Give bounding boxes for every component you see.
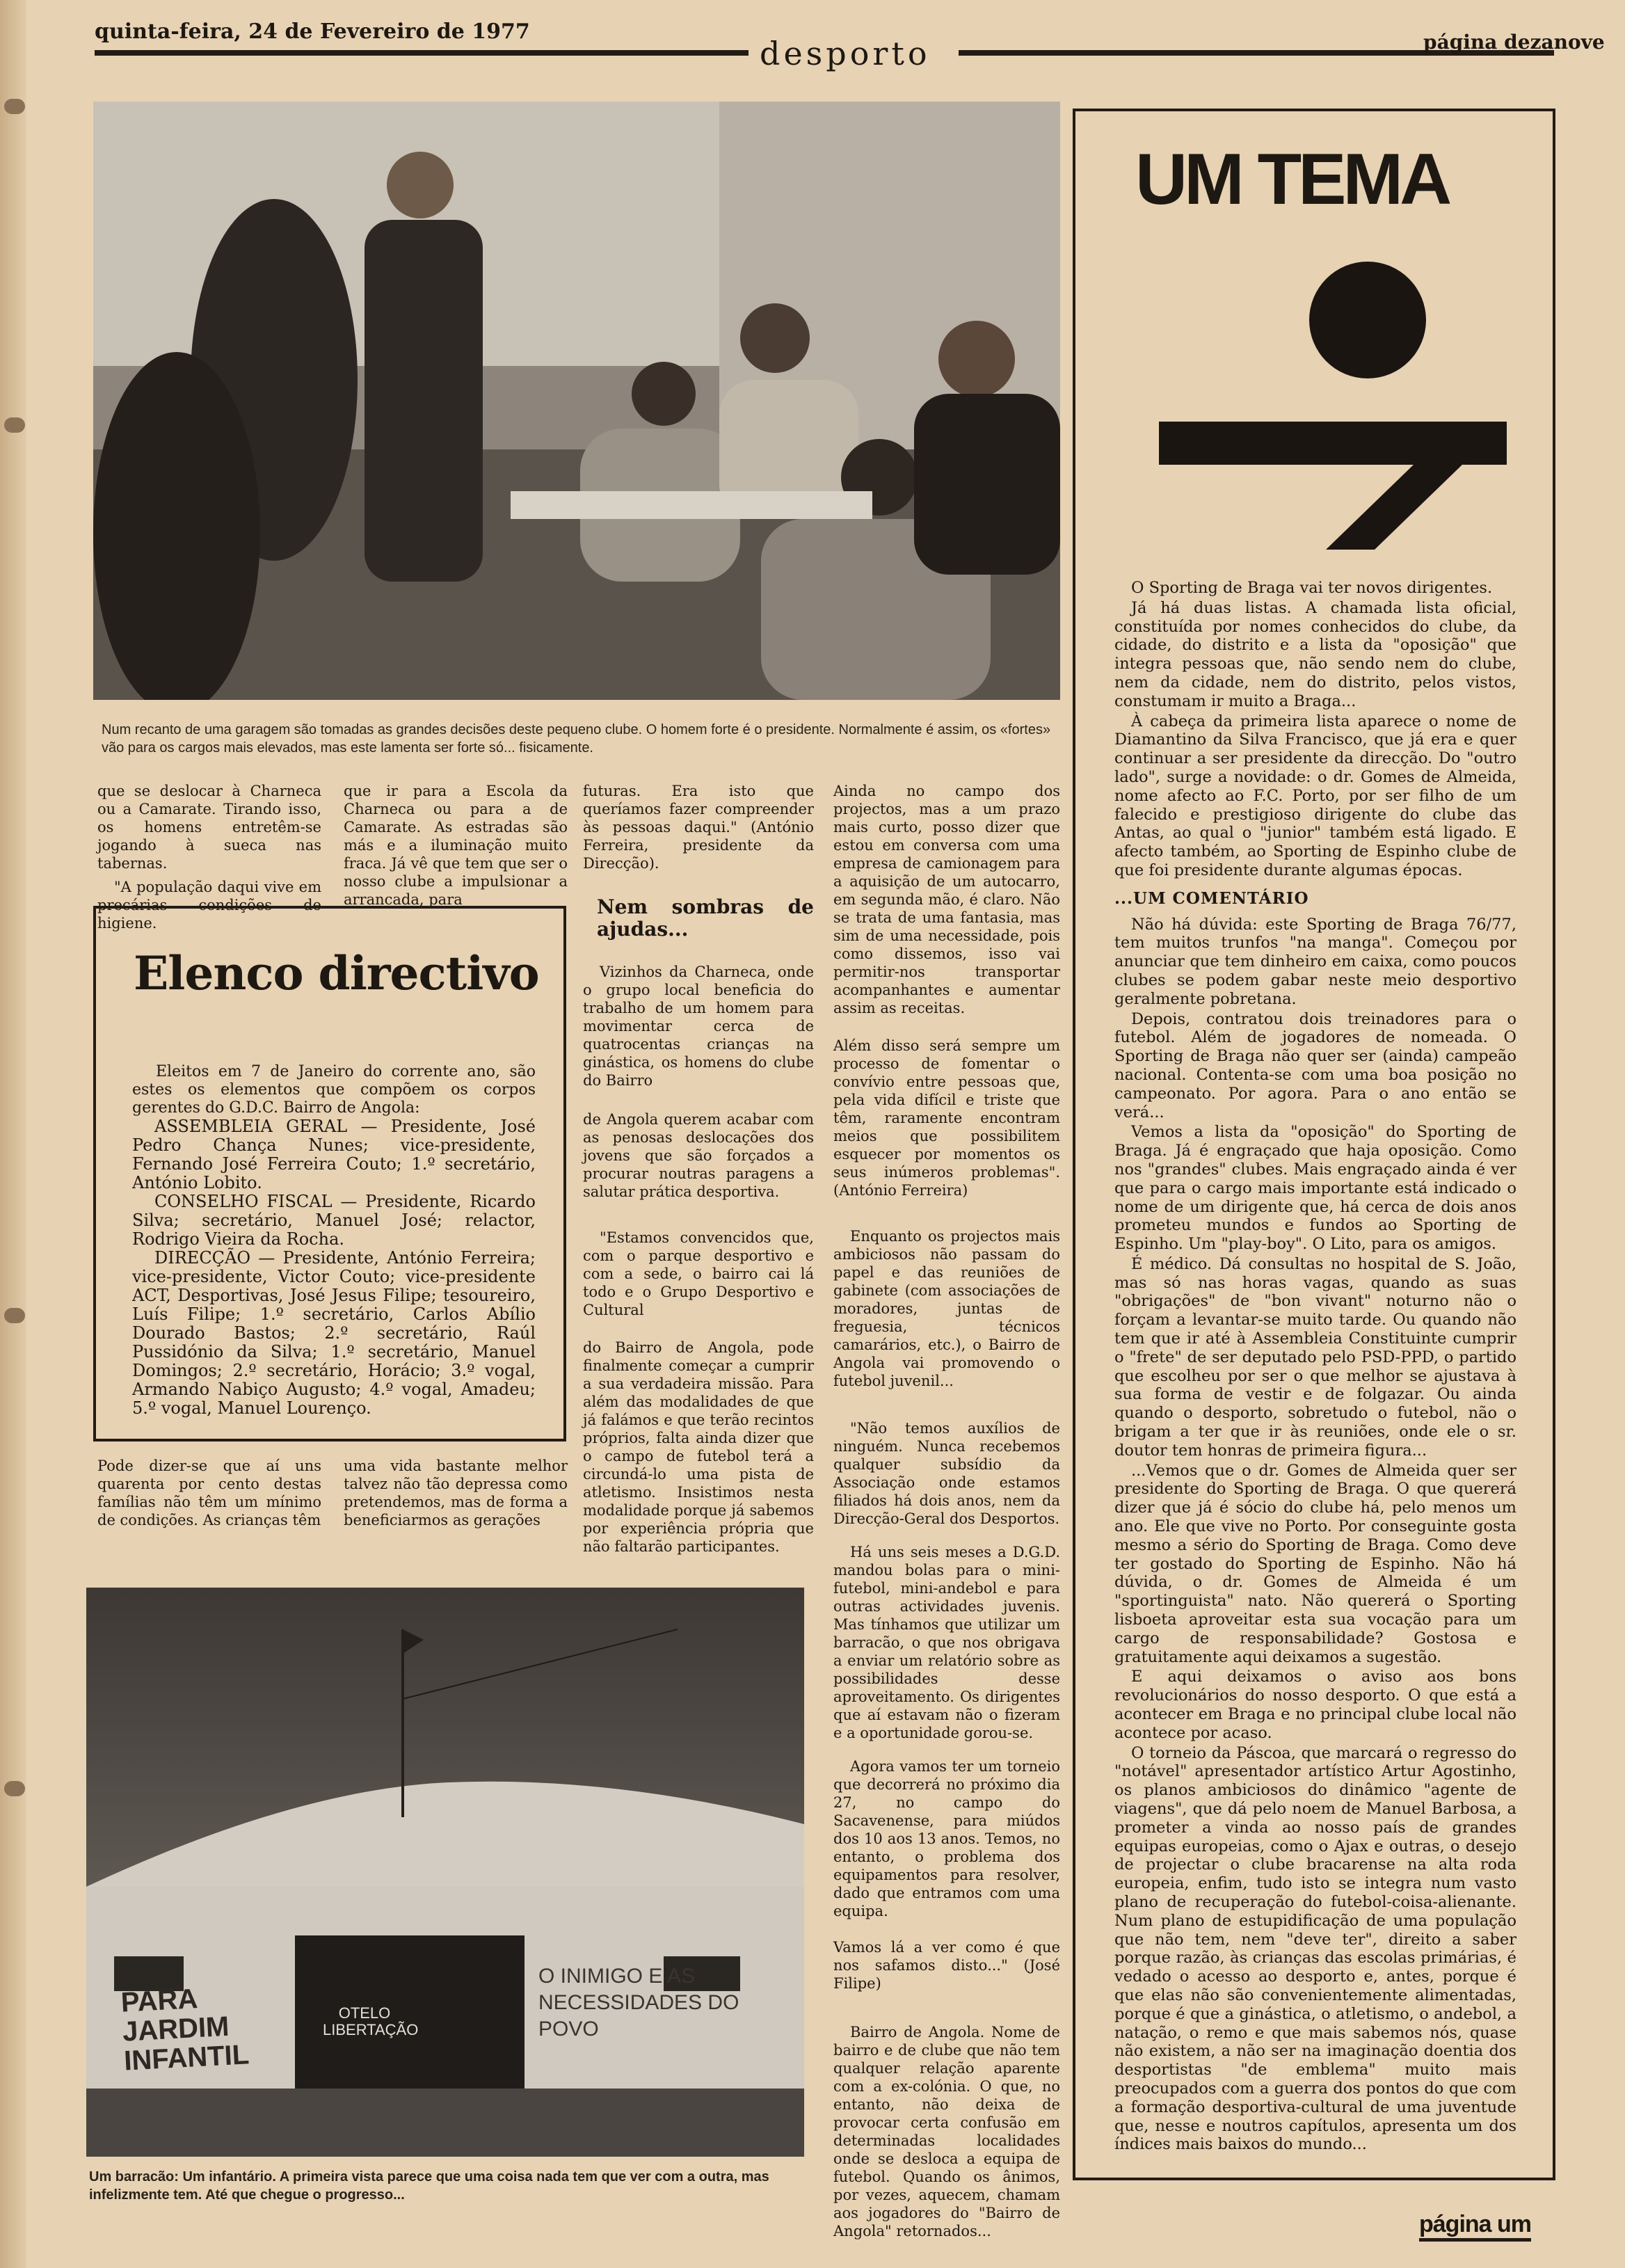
article-column-3: [583, 782, 814, 1561]
article-paragraph: Agora vamos ter um torneio que decorrerá no próximo dia 27, no campo do Sacavenense, para miúdos dos 10 aos 13 anos. Temos, no entanto, o problema dos equipamentos para resolver, dado que entramos com uma equipa.: [833, 1758, 1060, 1919]
sidebar-paragraph: É médico. Dá consultas no hospital de S. João, mas só nas horas vagas, quando as suas "obrigações" de "bon vivant" noturno não o forçam a levantar-se muito tarde. Ou quando não tem que ir até à Assembleia Constituinte cumprir o "frete" de ser deputado pelo PSD-PPD, o partido que escolheu por ser o que melhor se ajustava à sua forma de vestir e de folgazar. Ou ainda quando o desporto, sobretudo o futebol, não o brigam a ter que ir às reuniões, onde ele o sr. doutor tem honras de primeira figura...: [1114, 1254, 1516, 1460]
bottom-photo-caption: Um barracão: Um infantário. A primeira vista parece que uma coisa nada tem que ver com a outra, mas infelizmente tem. Até que chegue o progresso...: [89, 2169, 769, 2203]
sidebar-title: UM TEMA: [1135, 139, 1449, 220]
um-tema-sidebar: [1073, 109, 1555, 2180]
article-paragraph: "A população daqui vive em precárias condições de higiene.: [97, 879, 321, 932]
binding-hole: [4, 99, 25, 114]
sidebar-paragraph: O torneio da Páscoa, que marcará o regresso do "notável" apresentador artístico Artur Agostinho, os planos ambiciosos do dinâmico "agente de viagens", que dá pelo noem de Manuel Barbosa, a prometer a vinda ao nosso país de grandes equipas europeias, como o Ajax e outras, o desejo de projectar o clube bracarense na alta roda europeia, enfim, tudo isto se integra num vasto plano de recuperação do futebol-coisa-alienante. Num plano de estupidificação de uma população que não tem, nem "deve ter", direito a saber porque razão, às crianças das escolas primárias, é vedado o acesso ao desporto e, antes, porque é que elas não são convenientemente alimentadas, porque é que a ginástica, o atletismo, o andebol, a natação, o remo e que mais sabemos nós, quase não existem, a não ser na imaginação doentia dos desportistas "de emblema" muito mais preocupados com a guerra dos pontos do que com a formação desportiva-cultural de uma juventude que, nesse e noutros capítulos, apresenta um dos índices mais baixos do mundo...: [1114, 1743, 1516, 2154]
sidebar-paragraph: E aqui deixamos o aviso aos bons revolucionários do nosso desporto. O que está a acontecer em Braga e no principal clube local não acontece por acaso.: [1114, 1668, 1516, 1742]
graffiti-otelo: OTELO LIBERTAÇÃO: [323, 2004, 419, 2038]
subhead-sombras: Nem sombras de ajudas...: [597, 895, 814, 941]
elenco-direccao: DIRECÇÃO — Presidente, António Ferreira; vice-presidente, Victor Couto; vice-presidente ACT, Desportivas, José Jesus Filipe; tesoureiro, Luís Filipe; 1.º secretário, Carlos Abílio Dourado Bastos; 2.º secretário, Raúl Pussidónio da Silva; 1.º secretário, Manuel Domingos; 2.º secretário, Horácio; 3.º vogal, Armando Nabiço Augusto; 4.º vogal, Amadeu; 5.º vogal, Manuel Lourenço.: [132, 1248, 536, 1418]
article-paragraph: Enquanto os projectos mais ambiciosos não passam do papel e das reuniões de gabinete (com associações de moradores, juntas de freguesia, técnicos camarários, etc.), o Bairro de Angola vai promovendo o futebol juvenil...: [833, 1228, 1060, 1389]
sidebar-paragraph: Depois, contratou dois treinadores para o futebol. Além de jogadores de nomeada. O Sporting de Braga não quer ser (ainda) campeão nacional. Contenta-se com uma boa posição no campeonato. Por agora. Para o ano então se verá...: [1114, 1009, 1516, 1121]
sidebar-text: [1114, 579, 1516, 2155]
paper-edge: [0, 0, 26, 2268]
top-photo-caption: Num recanto de uma garagem são tomadas as grandes decisões deste pequeno clube. O homem forte é o presidente. Normalmente é assim, os «fortes» vão para os cargos mais elevados, mas este lamenta ser forte só... fisicamente.: [102, 722, 1051, 756]
graffiti-para-jardim: PARA JARDIM INFANTIL: [120, 1983, 250, 2077]
binding-hole: [4, 417, 25, 433]
elenco-assembleia: ASSEMBLEIA GERAL — Presidente, José Pedro Chança Nunes; vice-presidente, Fernando José Ferreira Couto; 1.º secretário, António Lobito.: [132, 1117, 536, 1192]
elenco-list: [132, 1117, 536, 1418]
section-title: desporto: [751, 35, 939, 72]
article-paragraph: que ir para a Escola da Charneca ou para a de Camarate. As estradas são más e a iluminação muito fraca. Já vê que tem que ser o nosso clube a impulsionar a arrancada, para: [344, 783, 568, 908]
article-paragraph: Vizinhos da Charneca, onde o grupo local beneficia do trabalho de um homem para movimentar cerca de quatrocentas crianças na ginástica, os homens do clube do Bairro: [583, 964, 814, 1089]
article-column-4: [833, 782, 1060, 2246]
header-date: quinta-feira, 24 de Fevereiro de 1977: [95, 19, 530, 44]
article-paragraph: de Angola querem acabar com as penosas deslocações dos jovens que são forçados a procurar noutras paragens a salutar prática desportiva.: [583, 1111, 814, 1200]
sidebar-paragraph: Vemos a lista da "oposição" do Sporting de Braga. Já é engraçado que haja oposição. Como nos "grandes" clubes. Mais engraçado ainda é ver que para o cargo mais importante está indicado o nome de um dirigente que, há cerca de dois anos prometeu mundos e fundos ao Sporting de Espinho. Um "play-boy". O Lito, para os amigos.: [1114, 1123, 1516, 1254]
sidebar-paragraph: Já há duas listas. A chamada lista oficial, constituída por nomes conhecidos do clube, da cidade, do distrito e a lista da "oposição" que integra pessoas que, não sendo nem do clube, nem da cidade, nem do distrito, pelos vistos, constumam ir muito a Braga...: [1114, 598, 1516, 710]
article-paragraph: Além disso será sempre um processo de fomentar o convívio entre pessoas que, pela vida difícil e triste que têm, raramente encontram meios que possibilitem esquecer por momentos os seus inúmeros problemas". (António Ferreira): [833, 1037, 1060, 1199]
elenco-directivo-box: [93, 906, 566, 1442]
article-column-1-bottom: Pode dizer-se que aí uns quarenta por cento destas famílias não têm um mínimo de condições. As crianças têm: [97, 1458, 321, 1528]
sidebar-paragraph: À cabeça da primeira lista aparece o nome de Diamantino da Silva Francisco, que já era e quer continuar a ser presidente da direcção. Do "outro lado", surge a novidade: o dr. Gomes de Almeida, nome afecto ao F.C. Porto, por ser filho de um falecido e prestigioso dirigente do clube das Antas, ao qual o "junior" também está ligado. E afecto também, ao Sporting de Espinho clube de que foi presidente durante algumas épocas.: [1114, 712, 1516, 879]
article-paragraph: Vamos lá a ver como é que nos safamos disto..." (José Filipe): [833, 1939, 1060, 1992]
elenco-title: Elenco directivo: [134, 946, 539, 1000]
article-paragraph: "Estamos convencidos que, com o parque desportivo e com a sede, o bairro cai lá todo e o Grupo Desportivo e Cultural: [583, 1229, 814, 1318]
next-page-link[interactable]: página um: [1419, 2211, 1531, 2242]
elenco-conselho: CONSELHO FISCAL — Presidente, Ricardo Silva; secretário, Manuel José; relactor, Rodrigo Vieira da Rocha.: [132, 1192, 536, 1249]
article-paragraph: "Não temos auxílios de ninguém. Nunca recebemos qualquer subsídio da Associação onde estamos filiados há dois anos, nem da Direcção-Geral dos Desportos.: [833, 1420, 1060, 1527]
graffiti-inimigo: O INIMIGO E AS NECESSIDADES DO POVO: [538, 1965, 739, 2041]
um-tema-logo-icon: [1159, 230, 1507, 550]
sidebar-paragraph: ...Vemos que o dr. Gomes de Almeida quer ser presidente do Sporting de Braga. O que quererá dizer que já é sócio do clube há, pelo menos um ano. Ele que vive no Porto. Por conseguinte gosta mesmo a sério do Sporting de Braga. Como deve ter gostado do Sporting de Espinho. Não há dúvida, o dr. Gomes de Almeida é um "sportinguista" nato. Não quererá o Sporting lisboeta aproveitar esta sua vocação para um cargo de responsabilidade? Gostosa e gratuitamente aqui deixamos a sugestão.: [1114, 1461, 1516, 1666]
sidebar-paragraph: O Sporting de Braga vai ter novos dirigentes.: [1131, 579, 1493, 597]
elenco-lead: Eleitos em 7 de Janeiro do corrente ano, são estes os elementos que compõem os corpos gerentes do G.D.C. Bairro de Angola:: [132, 1063, 536, 1117]
binding-hole: [4, 1781, 25, 1796]
article-paragraph: do Bairro de Angola, pode finalmente começar a cumprir a sua verdadeira missão. Para além das modalidades de que já falámos e que terão recintos próprios, falta ainda dizer que o campo de futebol terá a circundá-lo uma pista de atletismo. Insistimos nesta modalidade porque já sabemos por experiência própria que não faltarão participantes.: [583, 1339, 814, 1555]
article-column-2-bottom: uma vida bastante melhor talvez não tão depressa como pretendemos, mas de forma a beneficiarmos as gerações: [344, 1458, 568, 1528]
article-column-2-top: [344, 782, 568, 914]
binding-hole: [4, 1308, 25, 1323]
article-paragraph: que se deslocar à Charneca ou a Camarate. Tirando isso, os homens entretêm-se jogando à sueca nas tabernas.: [97, 783, 321, 872]
article-paragraph: Bairro de Angola. Nome de bairro e de clube que não tem qualquer relação aparente com a ex-colónia. O que, no entanto, não deixa de provocar certa confusão em determinadas localidades onde se desloca a equipa de futebol. Quando os ânimos, por vezes, aquecem, chamam aos jogadores do "Bairro de Angola" retornados...: [833, 2024, 1060, 2239]
barracao-photo: [86, 1588, 804, 2157]
sidebar-paragraph: Não há dúvida: este Sporting de Braga 76/77, tem muitos trunfos "na manga". Começou por anunciar que tem dinheiro em caixa, como poucos clubes se podem gabar neste meio desportivo geralmente pobretana.: [1114, 915, 1516, 1008]
article-paragraph: futuras. Era isto que queríamos fazer compreender às pessoas daqui." (António Ferreira, presidente da Direcção).: [583, 783, 814, 872]
header-rule-left: [95, 50, 749, 56]
garage-meeting-photo: [93, 102, 1060, 700]
article-paragraph: Ainda no campo dos projectos, mas a um prazo mais curto, posso dizer que estou em conversa com uma empresa de camionagem para a aquisição de um autocarro, em segunda mão, é claro. Não se trata de uma fantasia, mas sim de uma necessidade, pois como dissemos, isso vai permitir-nos transportar acompanhantes e aumentar assim as receitas.: [833, 783, 1060, 1016]
sidebar-subhead: ...UM COMENTÁRIO: [1114, 888, 1309, 908]
page-number: página dezanove: [1423, 31, 1605, 54]
article-paragraph: Há uns seis meses a D.G.D. mandou bolas para o mini-futebol, mini-andebol e para outras actividades juvenis. Mas tínhamos que utilizar um barracão, o que nos obrigava a enviar um relatório sobre as possibilidades desse aproveitamento. Os dirigentes que aí estavam não o fizeram e a oportunidade gorou-se.: [833, 1544, 1060, 1741]
